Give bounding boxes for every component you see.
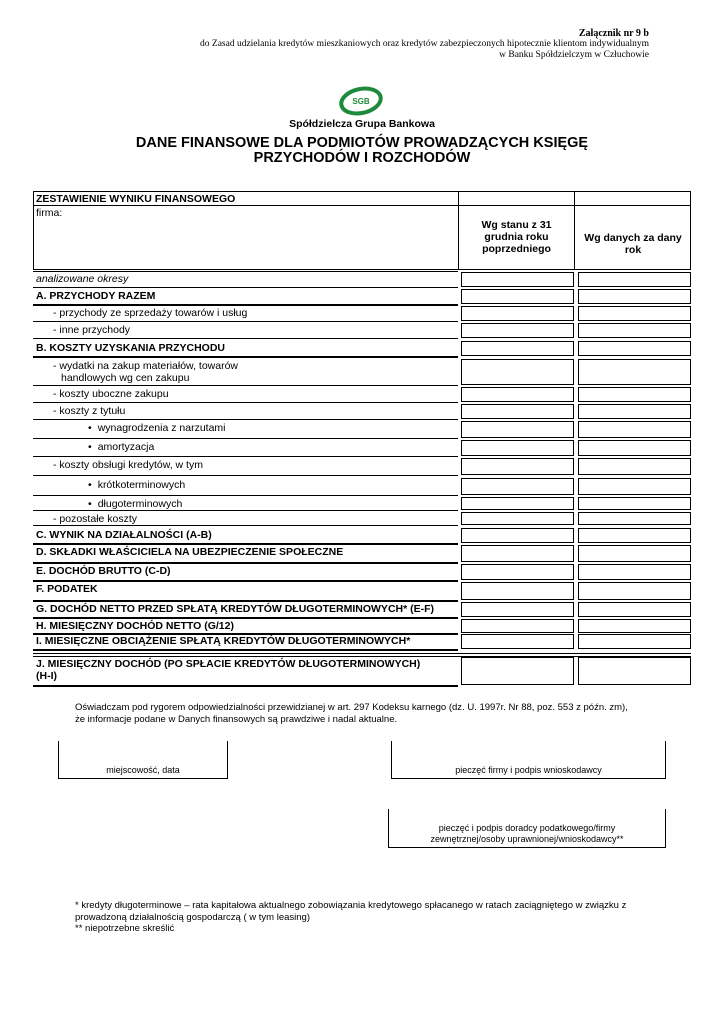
row-rule-j xyxy=(33,685,458,687)
value-cell-b1-prev[interactable] xyxy=(461,359,574,385)
row-rule-b4a xyxy=(33,495,458,496)
row-text-a: A. PRZYCHODY RAZEM xyxy=(36,290,156,302)
header-divider xyxy=(33,205,691,206)
row-text-h: H. MIESIĘCZNY DOCHÓD NETTO (G/12) xyxy=(36,620,234,632)
row-rule-b2 xyxy=(33,402,458,403)
row-rule-b3a xyxy=(33,438,458,439)
bank-name: Spółdzielcza Grupa Bankowa xyxy=(289,118,435,130)
value-cell-b4b-prev[interactable] xyxy=(461,497,574,510)
row-label-b3a xyxy=(88,422,226,434)
value-cell-b1-curr[interactable] xyxy=(578,359,691,385)
row-text-b4b: długoterminowych xyxy=(97,498,183,510)
advisor-signature-label xyxy=(389,823,665,845)
value-cell-d-prev[interactable] xyxy=(461,545,574,562)
value-cell-j-curr[interactable] xyxy=(578,657,691,685)
col1-line-2: grudnia roku xyxy=(484,231,549,243)
row-text-b4: - koszty obsługi kredytów, w tym xyxy=(53,459,203,471)
row-label-c xyxy=(36,529,212,541)
footnote-2: ** niepotrzebne skreślić xyxy=(75,923,175,934)
value-cell-i-prev[interactable] xyxy=(461,634,574,649)
bullet-icon: • xyxy=(88,422,92,434)
row-rule-b1 xyxy=(33,385,458,386)
col2-line-1: Wg danych za dany xyxy=(584,232,682,244)
row-rule-c xyxy=(33,543,458,545)
value-cell-a-curr[interactable] xyxy=(578,289,691,304)
row-label-b5 xyxy=(53,513,137,525)
row-label-j xyxy=(36,658,420,682)
row-label-b xyxy=(36,342,225,354)
row-rule-b5 xyxy=(33,525,458,526)
advisor-label-line-2: zewnętrznej/osoby uprawnionej/wnioskodawcy** xyxy=(430,834,624,844)
place-date-box[interactable] xyxy=(58,741,228,779)
value-cell-e-curr[interactable] xyxy=(578,564,691,580)
value-cell-c-curr[interactable] xyxy=(578,528,691,543)
value-cell-periods-prev[interactable] xyxy=(461,272,574,287)
place-date-label: miejscowość, data xyxy=(106,765,180,775)
row-rule-b4b xyxy=(33,510,458,511)
row-text-b3: - koszty z tytułu xyxy=(53,405,126,417)
row-text-d: D. SKŁADKI WŁAŚCICIELA NA UBEZPIECZENIE SPOŁECZNE xyxy=(36,546,344,558)
column-header-previous-year xyxy=(459,219,574,255)
value-cell-b-prev[interactable] xyxy=(461,341,574,356)
row-rule-b4 xyxy=(33,475,458,476)
title-line-2: PRZYCHODÓW I ROZCHODÓW xyxy=(253,150,471,166)
row-label-b4b xyxy=(88,498,182,510)
value-cell-b4-curr[interactable] xyxy=(578,458,691,475)
value-cell-c-prev[interactable] xyxy=(461,528,574,543)
annex-line-2: w Banku Spółdzielczym w Człuchowie xyxy=(499,50,649,60)
row-rule-i xyxy=(33,649,458,651)
row-label-b4a xyxy=(88,479,185,491)
row-text-c: C. WYNIK NA DZIAŁALNOŚCI (A-B) xyxy=(36,529,212,541)
row-label-a xyxy=(36,290,155,302)
value-cell-b3a-prev[interactable] xyxy=(461,421,574,438)
row-label-b2 xyxy=(53,388,169,400)
value-cell-a1-curr[interactable] xyxy=(578,306,691,321)
row-text-b2: - koszty uboczne zakupu xyxy=(53,388,169,400)
value-cell-a2-curr[interactable] xyxy=(578,323,691,338)
value-cell-i-curr[interactable] xyxy=(578,634,691,649)
row-rule-b xyxy=(33,356,458,358)
value-cell-b2-prev[interactable] xyxy=(461,387,574,402)
row-label-b1 xyxy=(53,360,238,384)
row-label-b3b xyxy=(88,441,154,453)
row-label-i xyxy=(36,635,410,647)
value-cell-b4a-curr[interactable] xyxy=(578,478,691,495)
row-label-h xyxy=(36,620,234,632)
row-text-i: I. MIESIĘCZNE OBCIĄŻENIE SPŁATĄ KREDYTÓW DŁUGOTERMINOWYCH* xyxy=(36,635,411,647)
value-cell-f-prev[interactable] xyxy=(461,582,574,600)
value-cell-b4-prev[interactable] xyxy=(461,458,574,475)
col1-line-3: poprzedniego xyxy=(482,243,551,255)
value-cell-b-curr[interactable] xyxy=(578,341,691,356)
row-rule-a2 xyxy=(33,338,458,339)
row-text-e: E. DOCHÓD BRUTTO (C-D) xyxy=(36,565,171,577)
value-cell-periods-curr[interactable] xyxy=(578,272,691,287)
value-cell-b4a-prev[interactable] xyxy=(461,478,574,495)
annex-header xyxy=(200,28,649,61)
row-label-g xyxy=(36,603,434,615)
annex-line-1: do Zasad udzielania kredytów mieszkaniowych oraz kredytów zabezpieczonych hipotecznie klientom indywidualnym xyxy=(200,39,649,49)
declaration-line-2: że informacje podane w Danych finansowych są prawdziwe i nadal aktualne. xyxy=(75,714,398,725)
footnotes xyxy=(75,900,665,935)
applicant-signature-label: pieczęć firmy i podpis wnioskodawcy xyxy=(455,765,602,775)
value-cell-g-curr[interactable] xyxy=(578,602,691,617)
applicant-signature-box[interactable] xyxy=(391,741,666,779)
value-cell-a1-prev[interactable] xyxy=(461,306,574,321)
value-cell-b3b-prev[interactable] xyxy=(461,440,574,456)
value-cell-e-prev[interactable] xyxy=(461,564,574,580)
value-cell-b2-curr[interactable] xyxy=(578,387,691,402)
row-text-a2: - inne przychody xyxy=(53,324,131,336)
sgb-logo xyxy=(338,84,384,118)
row-rule-g xyxy=(33,617,458,619)
value-cell-b5-prev[interactable] xyxy=(461,512,574,525)
value-cell-h-curr[interactable] xyxy=(578,619,691,633)
row-label-a2 xyxy=(53,324,130,336)
firm-label: firma: xyxy=(36,207,63,219)
row-text-b3b: amortyzacja xyxy=(97,441,155,453)
separator-before-j xyxy=(33,653,691,654)
bullet-icon: • xyxy=(88,479,92,491)
value-cell-j-prev[interactable] xyxy=(461,657,574,685)
column-header-current-year xyxy=(575,232,691,256)
table-top-rule xyxy=(33,271,458,272)
footnote-1-line-2: prowadzoną działalnością gospodarczą ( w tym leasing) xyxy=(75,911,310,923)
row-rule-a xyxy=(33,304,458,306)
title-line-1: DANE FINANSOWE DLA PODMIOTÓW PROWADZĄCYCH KSIĘGĘ xyxy=(135,135,589,151)
declaration xyxy=(75,702,675,726)
row-label-b3 xyxy=(53,405,125,417)
row-text-a1: - przychody ze sprzedaży towarów i usług xyxy=(53,307,248,319)
value-cell-a2-prev[interactable] xyxy=(461,323,574,338)
advisor-signature-box[interactable] xyxy=(388,809,666,848)
row-text-b5: - pozostałe koszty xyxy=(53,513,138,525)
row-label-j-line-1: J. MIESIĘCZNY DOCHÓD (PO SPŁACIE KREDYTÓW DŁUGOTERMINOWYCH) xyxy=(36,658,421,670)
advisor-label-line-1: pieczęć i podpis doradcy podatkowego/firmy xyxy=(438,823,616,833)
value-cell-b3-prev[interactable] xyxy=(461,404,574,419)
page-title xyxy=(0,136,724,166)
row-rule-e xyxy=(33,580,458,582)
row-label-periods xyxy=(36,273,128,285)
footnote-1-line-1: * kredyty długoterminowe – rata kapitałowa aktualnego zobowiązania kredytowego spłacanego w ratach zaciągniętego w związku z xyxy=(75,900,627,911)
row-rule-a1 xyxy=(33,321,458,322)
row-text-b3a: wynagrodzenia z narzutami xyxy=(97,422,226,434)
value-cell-b4b-curr[interactable] xyxy=(578,497,691,510)
separator-before-j-2 xyxy=(33,656,691,657)
row-label-b1-line-1: - wydatki na zakup materiałów, towarów xyxy=(53,360,238,372)
value-cell-f-curr[interactable] xyxy=(578,582,691,600)
value-cell-b3a-curr[interactable] xyxy=(578,421,691,438)
row-rule-b3 xyxy=(33,419,458,420)
row-text-b: B. KOSZTY UZYSKANIA PRZYCHODU xyxy=(36,342,226,354)
col1-line-1: Wg stanu z 31 xyxy=(481,219,552,231)
row-label-b4 xyxy=(53,459,203,471)
annex-title: Załącznik nr 9 b xyxy=(578,28,649,39)
value-cell-h-prev[interactable] xyxy=(461,619,574,633)
row-label-e xyxy=(36,565,171,577)
bullet-icon: • xyxy=(88,441,92,453)
row-label-j-line-2: (H-I) xyxy=(36,670,57,682)
section-title: ZESTAWIENIE WYNIKU FINANSOWEGO xyxy=(36,193,236,205)
bullet-icon: • xyxy=(88,498,92,510)
col2-line-2: rok xyxy=(624,244,642,256)
row-text-f: F. PODATEK xyxy=(36,583,98,595)
row-rule-b3b xyxy=(33,456,458,457)
value-cell-d-curr[interactable] xyxy=(578,545,691,562)
row-label-b1-line-2: handlowych wg cen zakupu xyxy=(61,372,190,384)
row-rule-f xyxy=(33,600,458,602)
row-rule-d xyxy=(33,562,458,564)
value-cell-a-prev[interactable] xyxy=(461,289,574,304)
value-cell-b3b-curr[interactable] xyxy=(578,440,691,456)
row-label-d xyxy=(36,546,343,558)
row-text-b4a: krótkoterminowych xyxy=(97,479,186,491)
row-text-periods: analizowane okresy xyxy=(36,273,129,285)
row-label-f xyxy=(36,583,98,595)
declaration-line-1: Oświadczam pod rygorem odpowiedzialności przewidzianej w art. 297 Kodeksu karnego (dz. U. 1997r. Nr 88, poz. 553 z późn. zm), xyxy=(75,702,628,713)
logo-text: SGB xyxy=(352,97,370,106)
value-cell-b5-curr[interactable] xyxy=(578,512,691,525)
value-cell-b3-curr[interactable] xyxy=(578,404,691,419)
row-rule-periods xyxy=(33,287,458,288)
header-col-divider-2 xyxy=(574,191,575,270)
value-cell-g-prev[interactable] xyxy=(461,602,574,617)
row-label-a1 xyxy=(53,307,247,319)
row-text-g: G. DOCHÓD NETTO PRZED SPŁATĄ KREDYTÓW DŁUGOTERMINOWYCH* (E-F) xyxy=(36,603,435,615)
